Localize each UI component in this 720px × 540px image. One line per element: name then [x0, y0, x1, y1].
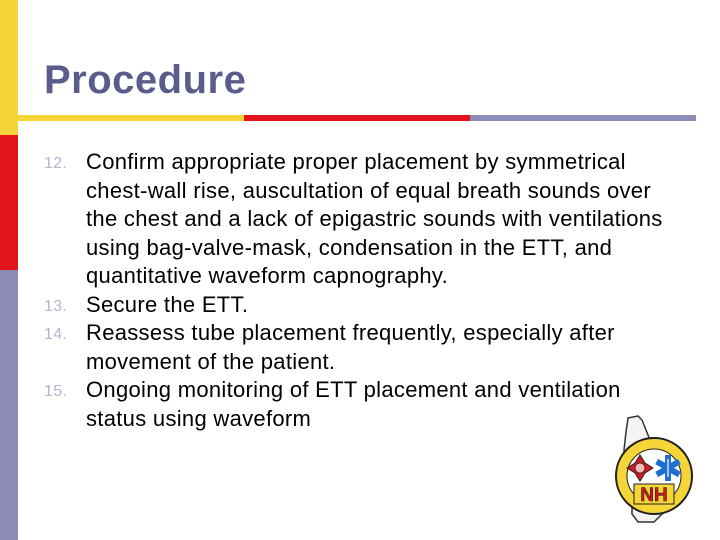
underline-red — [244, 115, 470, 121]
item-number: 13. — [44, 297, 68, 315]
item-number: 12. — [44, 155, 68, 172]
slide-title: Procedure — [44, 58, 247, 102]
title-underline — [18, 115, 696, 121]
left-band-purple — [0, 270, 18, 540]
item-number: 15. — [44, 383, 68, 400]
left-band-yellow — [0, 0, 18, 135]
item-number: 14. — [44, 326, 68, 343]
logo-nh-text: NH — [640, 485, 668, 506]
item-text: Confirm appropriate proper placement by symmetrical chest-wall rise, auscultation of equal breath sounds over the chest and a lack of epigastric sounds with ventilations using bag-valve-mask, condensation in the ETT, and quantitative waveform capnography. — [86, 149, 663, 288]
list-item — [44, 319, 684, 376]
procedure-list — [44, 148, 684, 433]
left-band-red — [0, 135, 18, 270]
item-text: Secure the ETT. — [86, 291, 249, 317]
underline-purple — [470, 115, 696, 121]
item-text: Reassess tube placement frequently, especially after movement of the patient. — [86, 320, 615, 374]
list-item — [44, 148, 684, 291]
left-color-band — [0, 0, 18, 540]
nh-ems-logo — [598, 410, 710, 526]
item-text: Ongoing monitoring of ETT placement and ventilation status using waveform — [86, 377, 621, 431]
list-item — [44, 291, 684, 320]
list-item — [44, 376, 684, 433]
underline-yellow — [18, 115, 244, 121]
